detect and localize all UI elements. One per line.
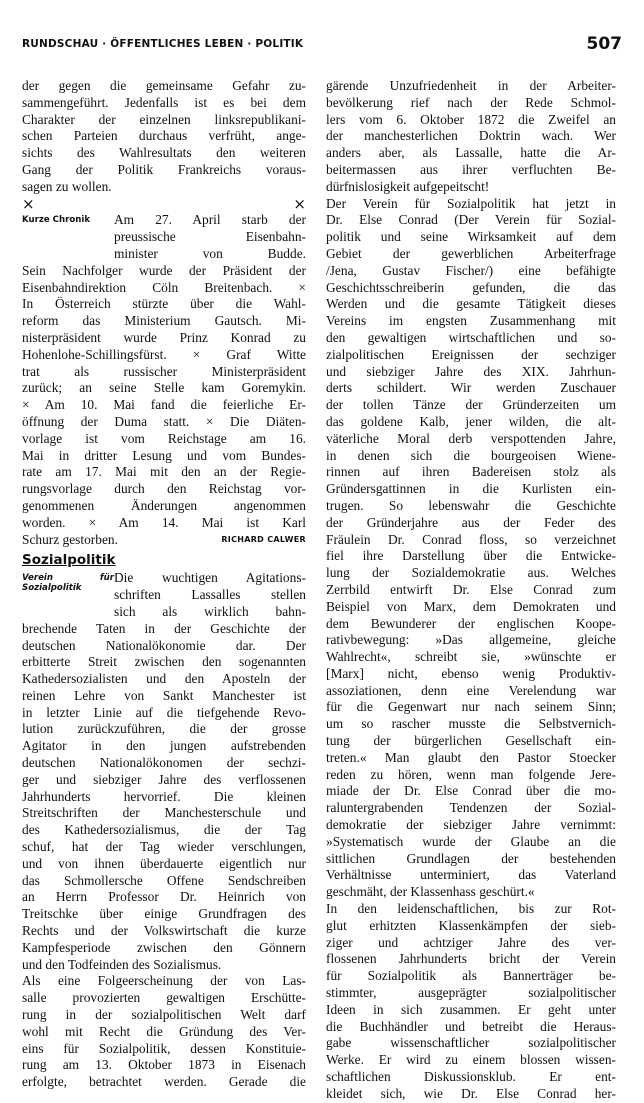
text-line: und siebziger Jahre des XIX. Jahrhun- [326, 363, 616, 379]
text-line: wohl mit Recht die Gründung des Ver- [22, 1023, 306, 1039]
text-line: ger und siebziger Jahre des verflossenen [22, 771, 306, 787]
text-line: deutschen Nationalökonomen der sechzi- [22, 755, 306, 771]
page-header [22, 34, 622, 56]
page-number: 507 [586, 34, 622, 54]
text-line: anders aber, als Lassalle, hatte die Ar- [326, 145, 616, 161]
right-column-text [326, 78, 616, 1103]
text-line: sagen zu wollen. [22, 178, 112, 194]
text-line: Beispiel von Marx, dem Demokraten und [326, 598, 616, 614]
text-line: salle provozierten gewaltigen Erschütte- [22, 990, 306, 1006]
text-line: rativbewegung: »Das allgemeine, gleiche [326, 632, 616, 648]
text-line: Wahlrecht«, schreibt sie, »wünschte er [326, 649, 616, 665]
text-line: Werden und die gesamte Tätigkeit dieses [326, 296, 616, 312]
text-line: rung am 13. Oktober 1873 in Eisenach [22, 1057, 306, 1073]
text-line: schen Parteien durchaus verfrüht, ange- [22, 128, 306, 144]
text-line: zialpolitischen Ereignissen der sechziger [326, 346, 616, 362]
text-line: Gebiet der gewerblichen Arbeiterfrage [326, 245, 616, 261]
text-line: genommenen Änderungen angenommen [22, 497, 306, 513]
text-line: Jahrhunderts hervorrief. Die kleinen [22, 788, 306, 804]
text-line: des Kathedersozialismus, die der Tag [22, 822, 306, 838]
text-line: preussische Eisenbahn- [114, 229, 306, 245]
text-line: Der Verein für Sozialpolitik hat jetzt in [326, 195, 616, 211]
text-line: Gang der Politik Frankreichs voraus- [22, 161, 306, 177]
text-line: der tollen Tänze der Gründerzeiten um [326, 397, 616, 413]
text-line: der manchesterlichen Doktrin wach. Wer [326, 128, 616, 144]
text-line: In den leidenschaftlichen, bis zur Rot- [326, 901, 616, 917]
section-separator [22, 196, 306, 213]
text-line: [Marx] nicht, ebenso wenig Produktiv- [326, 665, 616, 681]
text-line: Verhältnisse unterminiert, das Vaterland [326, 867, 616, 883]
text-line: und von ihnen überdauerte eigentlich nur [22, 855, 306, 871]
text-line: schuf, hat der Tag wieder verschlungen, [22, 839, 306, 855]
text-line: nisterpräsident wurde Prinz Konrad zu [22, 329, 306, 345]
text-line: sammengeführt. Jedenfalls ist es bei dem [22, 94, 306, 110]
text-line: »Systematisch wurde der Glaube an die [326, 833, 616, 849]
text-line: worden. × Am 14. Mai ist Karl [22, 514, 306, 530]
text-line: In Österreich stürzte über die Wahl- [22, 296, 306, 312]
chronik-side-text [114, 212, 306, 262]
text-line: für Sozialpolitik als Bannerträger be- [326, 968, 616, 984]
text-line: lers vom 6. Oktober 1872 die Zweifel an [326, 111, 616, 127]
author-signature: RICHARD CALWER [221, 534, 306, 544]
text-line: rung in der sozialpolitischen Welt darf [22, 1007, 306, 1023]
text-line: dem Bewunderer der englischen Koope- [326, 615, 616, 631]
text-line: Am 27. April starb der [114, 212, 306, 228]
text-line: Dr. Else Conrad (Der Verein für Sozial- [326, 212, 616, 228]
text-line: Zerrbild entwirft Dr. Else Conrad zum [326, 581, 616, 597]
text-line: für die Gegenwart nur nach seinem Sinn; [326, 699, 616, 715]
running-head: RUNDSCHAU · ÖFFENTLICHES LEBEN · POLITIK [22, 38, 304, 50]
text-line: Ideen in sich zusammen. Er geht unter [326, 1001, 616, 1017]
separator-mark-right: × [293, 194, 306, 213]
text-line: brechende Taten in der Geschichte der [22, 620, 306, 636]
text-line: sich als wirklich bahn- [114, 603, 306, 619]
text-line: rinnen auf ihren Badereisen stolz als [326, 464, 616, 480]
text-line: Charakter der einzelnen linksrepublikani- [22, 111, 306, 127]
text-line: politik und seine Wirksamkeit auf dem [326, 229, 616, 245]
text-line: sittlichen Grundlagen der bestehenden [326, 850, 616, 866]
text-line: an Herrn Professor Dr. Heinrich von [22, 889, 306, 905]
text-line: erfolgte, betrachtet werden. Gerade die [22, 1074, 306, 1090]
text-line: Mai in dritter Lesung und vom Bundes- [22, 447, 306, 463]
text-line: reform das Ministerium Gautsch. Mi- [22, 313, 306, 329]
text-line: bevölkerung rief nach der Rede Schmol- [326, 94, 616, 110]
text-line: treten.« Man glaubt den Pastor Stoecker [326, 749, 616, 765]
text-line: Fräulein Dr. Conrad floss, so verzeichnet [326, 531, 616, 547]
verein-side-text [114, 570, 306, 620]
text-line: kleidet sich, wie Dr. Else Conrad her- [326, 1085, 616, 1101]
text-line: ziger und achtziger Jahre des ver- [326, 934, 616, 950]
text-line: in letzter Linie auf die tiefgehende Revo- [22, 704, 306, 720]
text-line: demokratie der siebziger Jahre vernimmt: [326, 817, 616, 833]
text-line: lution zurückzuführen, die der grosse [22, 721, 306, 737]
text-line: vorlage ist vom Reichstage am 16. [22, 430, 306, 446]
text-line: geschmäht, der Klassenhass geschürt.« [326, 884, 535, 900]
text-line: reden zu hören, wenn man folgende Jere- [326, 766, 616, 782]
text-line: erbitterte Streit zwischen den sogenannten [22, 654, 306, 670]
text-line: raluntergrabenden Tendenzen der Sozial- [326, 800, 616, 816]
text-line: der gegen die gemeinsame Gefahr zu- [22, 78, 306, 93]
text-line: Streitschriften der Manchesterschule und [22, 805, 306, 821]
text-line: um so rascher musste die Selbstvernich- [326, 716, 616, 732]
text-line: gabe wissenschaftlicher sozialpolitischer [326, 1035, 616, 1051]
verein-side-label: Verein für Sozialpolitik [22, 573, 114, 594]
chronik-block [22, 212, 306, 262]
text-line: Vereins im engsten Zusammenhang mit [326, 313, 616, 329]
text-line: lung der Sozialdemokratie aus. Welches [326, 565, 616, 581]
text-line: eins für Sozialpolitik, dessen Konstituie- [22, 1040, 306, 1056]
verein-block [22, 570, 306, 620]
text-line: das goldene Kalb, jener wilden, die alt- [326, 413, 616, 429]
text-line: trugen. So lebenswahr die Geschichte [326, 497, 616, 513]
text-line: Kathedersozialisten und den Aposteln der [22, 671, 306, 687]
text-line: öffnung der Duma statt. × Die Diäten- [22, 413, 306, 429]
text-line: Hohenlohe-Schillingsfürst. × Graf Witte [22, 346, 306, 362]
text-line: glut erhitzten Klassenkämpfen der sieb- [326, 917, 616, 933]
text-line: den gewaltigen wirtschaftlichen und so- [326, 329, 616, 345]
chronik-last-line [22, 532, 306, 549]
text-line: sichts des Wahlresultats den weiteren [22, 145, 306, 161]
chronik-side-label: Kurze Chronik [22, 215, 91, 226]
text-line: Treitschke über einige Grundfragen des [22, 906, 306, 922]
text-line: reinen Lehre von Sankt Manchester ist [22, 687, 306, 703]
text-line: trat als russischer Ministerpräsident [22, 363, 306, 379]
chronik-closing-text: Schurz gestorben. [22, 531, 118, 547]
text-line: schaftlichen Diskussionsklub. Er ent- [326, 1069, 616, 1085]
text-line: dürfnislosigkeit aufgepeitscht! [326, 178, 490, 194]
text-line: minister von Budde. [114, 245, 306, 261]
text-line: assoziationen, denn eine Verelendung war [326, 682, 616, 698]
text-line: in denen sich die bourgeoisen Wiene- [326, 447, 616, 463]
text-line: fiel ihre Darstellung über die Entwicke- [326, 548, 616, 564]
text-line: × Am 10. Mai fand die feierliche Er- [22, 397, 306, 413]
text-line: der Gründerjahre aus der Feder des [326, 514, 616, 530]
text-line: stimmter, ausgeprägter sozialpolitischer [326, 985, 616, 1001]
text-line: Kampfesperiode zwischen den Gönnern [22, 939, 306, 955]
text-line: zurück; an seine Stelle kam Goremykin. [22, 380, 306, 396]
text-line: gärende Unzufriedenheit in der Arbeiter- [326, 78, 616, 93]
text-line: Agitator in den jungen aufstrebenden [22, 738, 306, 754]
text-line: /Jena, Gustav Fischer/) eine befähigte [326, 262, 616, 278]
text-line: tung der bürgerlichen Gesellschaft ein- [326, 733, 616, 749]
text-line: Geschichtsschreiberin gefunden, die das [326, 279, 616, 295]
verein-paragraph [22, 621, 306, 1091]
text-line: die Buchhändler und betreibt die Heraus- [326, 1018, 616, 1034]
text-line: beitermassen aus ihrer verfluchten Be- [326, 161, 616, 177]
text-line: Werke. Er wird zu einem blossen wissen- [326, 1052, 616, 1068]
text-line: deutschen Nationalökonomie dar. Der [22, 637, 306, 653]
text-line: flossenen Jahrhunderts bricht der Verein [326, 951, 616, 967]
right-column [326, 78, 616, 1103]
text-line: miade der Dr. Else Conrad über die mo- [326, 783, 616, 799]
text-line: das Schmollersche Offene Sendschreiben [22, 872, 306, 888]
text-line: Die wuchtigen Agitations- [114, 570, 306, 586]
section-heading: Sozialpolitik [22, 552, 116, 569]
separator-mark-left: × [22, 194, 35, 213]
left-column [22, 78, 306, 1091]
text-line: Eisenbahndirektion Cöln Breitenbach. × [22, 279, 306, 295]
text-line: rate am 17. Mai mit den an der Regie- [22, 464, 306, 480]
text-line: Gründersgattinnen in die Kurlisten ein- [326, 481, 616, 497]
text-line: Als eine Folgeerscheinung der von Las- [22, 973, 306, 989]
text-line: schriften Lassalles stellen [114, 587, 306, 603]
text-line: und den Todfeinden des Sozialismus. [22, 956, 222, 972]
text-line: Rechts und der Volkswirtschaft die kurze [22, 923, 306, 939]
text-line: Sein Nachfolger wurde der Präsident der [22, 262, 306, 278]
chronik-paragraph [22, 263, 306, 532]
text-line: rungsvorlage durch den Reichstag vor- [22, 481, 306, 497]
text-line: väterliche Moral derb verspottenden Jahre, [326, 430, 616, 446]
text-line: derts schildert. Wir werden Zuschauer [326, 380, 616, 396]
intro-paragraph [22, 78, 306, 196]
